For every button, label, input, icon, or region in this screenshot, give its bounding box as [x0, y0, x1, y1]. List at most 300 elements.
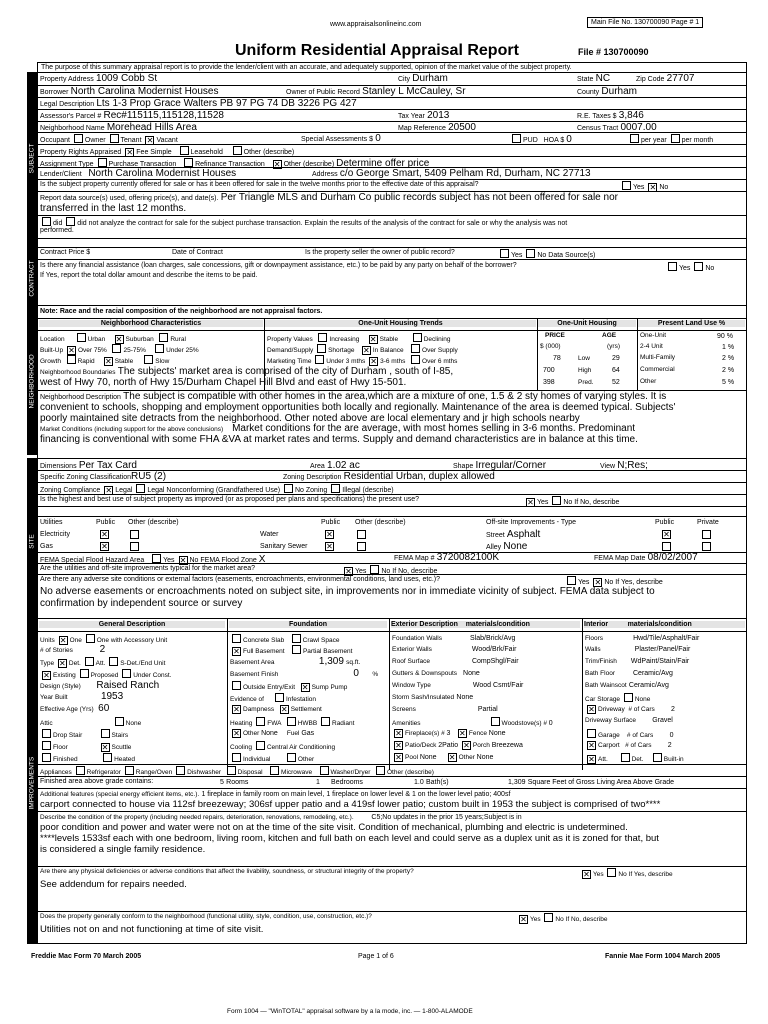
alley-private-checkbox[interactable] — [702, 542, 711, 551]
additional-line2[interactable]: carport connected to house via 112sf breezeway; 306sf upper patio and a 419sf lower patio; custom built in 1953 the subject is comprised of two**** — [40, 799, 661, 810]
trim-finish[interactable]: WdPaint/Stain/Fair — [630, 658, 690, 665]
declining-checkbox[interactable] — [413, 333, 422, 342]
hoa-amount[interactable]: 0 — [566, 134, 572, 145]
condition-line3[interactable]: is considered a single family residence. — [40, 844, 206, 855]
vacant-checkbox[interactable]: ✕ — [146, 136, 154, 145]
disposal-checkbox[interactable] — [227, 766, 236, 775]
sewer-public-checkbox[interactable]: ✕ — [326, 542, 333, 551]
range-checkbox[interactable] — [125, 766, 134, 775]
boundaries-line2[interactable]: west of Hwy 70, north of Hwy 15/Durham Chapel Hill Blvd and east of Hwy 15-501. — [40, 377, 407, 388]
stable-checkbox[interactable]: ✕ — [104, 357, 112, 366]
builtup-row: Built-Up ✕ Over 75% 25-75% Under 25% — [40, 346, 199, 355]
in-balance-checkbox[interactable]: ✕ — [363, 346, 370, 355]
gla-field: 1,309 Square Feet of Gross Living Area Above Grade — [508, 779, 675, 786]
low-age: 29 — [612, 355, 620, 362]
dimensions-field: Dimensions Per Tax Card — [40, 460, 137, 471]
property-rights-row: Property Rights Appraised ✕ Fee Simple Leasehold Other (describe) — [40, 148, 295, 157]
nbhd-desc-line3[interactable]: poorly maintained site detracts from the neighborhood. Other noted above are local elementary and jr high schools nearby — [40, 413, 580, 424]
driveway-surface-row: Driveway Surface Gravel — [585, 717, 673, 724]
bath-wainscot[interactable]: Ceramic/Avg — [628, 682, 669, 689]
property-address[interactable]: 1009 Cobb St — [95, 73, 158, 84]
screens-field: Screens Partial — [392, 706, 498, 713]
physical-deficiencies-question: Are there any physical deficiencies or adverse conditions that affect the livability, soundness, or structural integrity of the property? — [40, 868, 414, 875]
file-number: File # 130700090 — [578, 47, 649, 57]
heating-other[interactable]: None — [261, 730, 278, 737]
fence-checkbox[interactable]: ✕ — [459, 729, 466, 738]
exterior-header: Exterior Description materials/condition — [391, 621, 580, 628]
street-private-checkbox[interactable] — [702, 530, 711, 539]
marketing-time-row: Marketing Time Under 3 mths ✕ 3-6 mths Over 6 mths — [267, 357, 458, 366]
basement-finish-field: Basement Finish 0 % — [230, 668, 379, 679]
fin-yes-checkbox[interactable] — [668, 262, 677, 271]
fema-map-date[interactable]: 08/02/2007 — [647, 552, 698, 563]
condition-line1[interactable]: poor condition and power and water were not on at the time of the site visit. Condition of mechanical, plumbing and electric is undetermined. — [40, 822, 628, 833]
outside-entry-checkbox[interactable] — [232, 681, 241, 690]
builtin-checkbox[interactable] — [653, 753, 662, 762]
contract-analysis-row: did did not analyze the contract for sale for the subject purchase transaction. Explain the results of the analysis of the contract for sale or why the analysis was not — [40, 217, 567, 227]
offered-answer: Yes ✕ No — [620, 181, 668, 192]
street-type[interactable]: Asphalt — [506, 529, 541, 540]
adverse-yes-checkbox[interactable] — [567, 576, 576, 585]
state-field: State NC — [577, 73, 611, 84]
roof-surface[interactable]: CompShgl/Fair — [471, 658, 519, 665]
price-header: PRICE — [545, 332, 565, 339]
owner-checkbox[interactable] — [74, 134, 83, 143]
re-taxes-field: R.E. Taxes $ 3,846 — [577, 110, 644, 121]
dishwasher-checkbox[interactable] — [176, 766, 185, 775]
storm-sash[interactable]: None — [456, 694, 474, 701]
carport-checkbox[interactable]: ✕ — [588, 741, 595, 750]
state[interactable]: NC — [595, 73, 611, 84]
gutters-field: Gutters & Downspouts None — [392, 670, 480, 677]
amenity-other-checkbox[interactable]: ✕ — [448, 753, 456, 762]
pred-price: 398 — [543, 379, 555, 386]
zoning-class[interactable]: RU5 (2) — [131, 471, 167, 482]
occupant-row: Occupant Owner Tenant ✕ Vacant — [40, 136, 178, 145]
amenities-row-4: ✕ Pool None ✕ Other None — [395, 753, 494, 762]
owner-of-record[interactable]: Stanley L McCauley, Sr — [362, 86, 466, 97]
boundaries-field: Neighborhood Boundaries The subjects' market area is comprised of the city of Durham , south of I-85, — [40, 366, 454, 377]
pool[interactable]: None — [419, 754, 437, 761]
concrete-slab-checkbox[interactable] — [232, 634, 241, 643]
additional-line1[interactable]: 1 fireplace in family room on main level, 1 fireplace on lower level & 1 on the lower level patio; 400sf — [201, 791, 511, 798]
suburban-checkbox[interactable]: ✕ — [115, 335, 123, 344]
borrower[interactable]: North Carolina Modernist Houses — [70, 86, 219, 97]
one-unit-housing-header: One-Unit Housing — [538, 320, 636, 327]
attic-row: Attic None — [40, 717, 141, 728]
bath-floor[interactable]: Ceramic/Avg — [633, 670, 673, 677]
gla-sqft[interactable]: 1,309 — [508, 779, 526, 786]
county[interactable]: Durham — [601, 86, 637, 97]
refinance-checkbox[interactable] — [184, 158, 193, 167]
carport-cars[interactable]: 2 — [667, 742, 672, 749]
hwbb-checkbox[interactable] — [287, 717, 296, 726]
seller-question: Is the property seller the owner of public record? — [305, 249, 455, 256]
zoning-description[interactable]: Residential Urban, duplex allowed — [343, 471, 495, 482]
per-year-checkbox[interactable] — [630, 134, 639, 143]
zoning-nonconforming-checkbox[interactable] — [136, 484, 145, 493]
street-field: Street Asphalt — [486, 529, 541, 540]
under3-checkbox[interactable] — [315, 355, 324, 364]
driveway-row: ✕ Driveway # of Cars 2 — [588, 705, 675, 714]
zip-code[interactable]: 27707 — [666, 73, 695, 84]
over75-checkbox[interactable]: ✕ — [68, 346, 75, 355]
attic-row-2: Drop Stair Stairs — [40, 729, 128, 740]
boundaries-line1[interactable]: The subjects' market area is comprised of the city of Durham , south of I-85, — [117, 366, 454, 377]
assessor-parcel[interactable]: Rec#115115,115128,11528 — [103, 110, 224, 121]
baths-field: 1.0 Bath(s) — [414, 779, 449, 786]
attic-none-checkbox[interactable] — [115, 717, 124, 726]
nbhd-desc-line2[interactable]: convenient to schools, shopping and employment opportunities both locally and regionally. Maintenance of the area is deemed typical. Subjects' — [40, 402, 676, 413]
land-use-commercial: Commercial — [640, 366, 675, 373]
garage-checkbox[interactable] — [587, 729, 596, 738]
pool-checkbox[interactable]: ✕ — [395, 753, 402, 762]
lender-address[interactable]: c/o George Smart, 5409 Pelham Rd, Durham, NC 27713 — [339, 168, 591, 179]
garage-cars[interactable]: 0 — [669, 732, 674, 739]
microwave-checkbox[interactable] — [270, 766, 279, 775]
stories[interactable]: 2 — [99, 644, 106, 655]
footer-page: Page 1 of 6 — [358, 953, 394, 960]
amenities-row-3: ✕ Patio/Deck 2Patio ✕ Porch Breezewa — [395, 741, 523, 750]
floor-checkbox[interactable] — [42, 741, 51, 750]
over6-checkbox[interactable] — [411, 355, 420, 364]
hbu-yes-checkbox[interactable]: ✕ — [527, 498, 534, 507]
appliance-other-checkbox[interactable] — [376, 766, 385, 775]
accessory-unit-checkbox[interactable] — [86, 634, 95, 643]
age-header: AGE — [602, 332, 617, 339]
pud-hoa-row: PUD HOA $ 0 — [510, 134, 572, 145]
did-checkbox[interactable] — [42, 217, 51, 226]
bedrooms-count[interactable]: 1 — [316, 779, 320, 786]
driveway-cars[interactable]: 2 — [671, 706, 675, 713]
financial-assistance-instruction: If Yes, report the total dollar amount and describe the items to be paid. — [40, 272, 258, 279]
interior-header: Interior materials/condition — [584, 621, 745, 628]
assignment-other[interactable]: Determine offer price — [336, 158, 430, 169]
porch[interactable]: Breezewa — [491, 742, 523, 749]
assignment-row: Assignment Type Purchase Transaction Refinance Transaction ✕ Other (describe) Determine offer price — [40, 158, 430, 169]
owner-field: Owner of Public Record Stanley L McCauley, Sr — [286, 86, 466, 97]
fireplace-checkbox[interactable]: ✕ — [395, 729, 402, 738]
dimensions[interactable]: Per Tax Card — [78, 460, 137, 471]
legal-description-field: Legal Description Lts 1-3 Prop Grace Walters PB 97 PG 74 DB 3226 PG 427 — [40, 98, 357, 109]
low-price: 78 — [553, 355, 561, 362]
street-public-checkbox[interactable]: ✕ — [663, 530, 670, 539]
full-basement-checkbox[interactable]: ✕ — [233, 647, 240, 656]
re-taxes[interactable]: 3,846 — [618, 110, 644, 121]
amenities-row-2: ✕ Fireplace(s) # 3 ✕ Fence None — [395, 729, 506, 738]
utilities-other-header-2: Other (describe) — [355, 519, 406, 526]
fence[interactable]: None — [488, 730, 506, 737]
adverse-line2[interactable]: confirmation by independent source or survey — [40, 598, 243, 609]
city-field: City Durham — [398, 73, 448, 84]
dampness-checkbox[interactable]: ✕ — [233, 705, 240, 714]
fin-no-checkbox[interactable] — [694, 262, 703, 271]
lender-client[interactable]: North Carolina Modernist Houses — [88, 168, 237, 179]
electricity-public-checkbox[interactable]: ✕ — [101, 530, 108, 539]
utilities-public-header-2: Public — [321, 519, 341, 526]
basement-area[interactable]: 1,309 — [318, 656, 344, 667]
increasing-checkbox[interactable] — [318, 333, 327, 342]
m3-6-checkbox[interactable]: ✕ — [370, 357, 377, 366]
section-label-contract: CONTRACT — [27, 238, 37, 311]
market-conditions-field: Market Conditions (including support for the above conclusions) Market conditions for the are average, with most homes selling in 3-6 months. Predominant — [40, 423, 636, 434]
utilities-header: Utilities — [40, 519, 63, 526]
slab-row: Concrete Slab Crawl Space — [230, 634, 339, 645]
radiant-checkbox[interactable] — [321, 717, 330, 726]
screens[interactable]: Partial — [477, 706, 498, 713]
land-use-multi-pct: 2 % — [722, 355, 735, 362]
patio[interactable]: 2Patio — [438, 742, 459, 749]
site-area[interactable]: 1.02 ac — [327, 460, 360, 471]
rapid-checkbox[interactable] — [67, 355, 76, 364]
fwa-checkbox[interactable] — [256, 717, 265, 726]
settlement-checkbox[interactable]: ✕ — [280, 705, 288, 714]
typical-no-checkbox[interactable] — [370, 565, 379, 574]
market-conditions-line1[interactable]: Market conditions for the are average, with most homes selling in 3-6 months. Predominant — [232, 423, 636, 434]
over-supply-checkbox[interactable] — [411, 344, 420, 353]
fireplace-count[interactable]: 3 — [446, 730, 451, 737]
car-storage-none-checkbox[interactable] — [624, 693, 633, 702]
driveway-checkbox[interactable]: ✕ — [588, 705, 595, 714]
no-zoning-checkbox[interactable] — [284, 484, 293, 493]
shape[interactable]: Irregular/Corner — [475, 460, 547, 471]
porch-checkbox[interactable]: ✕ — [463, 741, 470, 750]
baths-count[interactable]: 1.0 — [414, 779, 424, 786]
zoning-compliance-row: Zoning Compliance ✕ Legal Legal Nonconforming (Grandfathered Use) No Zoning Illegal (describe) — [40, 486, 394, 495]
fuel[interactable]: Gas — [301, 730, 315, 737]
zip-field: Zip Code 27707 — [636, 73, 695, 84]
market-conditions-line2[interactable]: financing is conventional with some FHA &VA at market rates and terms. Supply and demand characteristics are in balance at this time. — [40, 434, 638, 445]
conform-answer: ✕ Yes No If No, describe — [520, 915, 608, 924]
race-note: Note: Race and the racial composition of the neighborhood are not appraisal factors. — [40, 308, 323, 315]
finished-area-label: Finished area above grade contains: — [40, 778, 154, 785]
land-use-commercial-pct: 2 % — [722, 367, 735, 374]
city[interactable]: Durham — [412, 73, 448, 84]
zoning-legal-checkbox[interactable]: ✕ — [105, 486, 113, 495]
fee-simple-checkbox[interactable]: ✕ — [126, 148, 134, 157]
per-month-checkbox[interactable] — [671, 134, 680, 143]
typical-yes-checkbox[interactable]: ✕ — [345, 567, 352, 576]
purchase-checkbox[interactable] — [98, 158, 107, 167]
rural-checkbox[interactable] — [159, 333, 168, 342]
page-number: Page # 1 — [671, 19, 700, 26]
offsite-header: Off-site Improvements - Type — [486, 519, 576, 526]
existing-row: ✕ Existing Proposed Under Const. — [43, 671, 172, 680]
year-built[interactable]: 1953 — [100, 691, 124, 702]
refrigerator-checkbox[interactable] — [76, 766, 85, 775]
design-style[interactable]: Raised Ranch — [96, 680, 160, 691]
census-tract[interactable]: 0007.00 — [620, 122, 657, 133]
census-tract-field: Census Tract 0007.00 — [577, 122, 657, 133]
assign-other-checkbox[interactable]: ✕ — [273, 160, 281, 169]
detached-checkbox[interactable]: ✕ — [59, 659, 66, 668]
map-ref-field: Map Reference 20500 — [398, 122, 476, 133]
property-values-row: Property Values Increasing ✕ Stable Declining — [267, 335, 451, 344]
amenity-other[interactable]: None — [476, 754, 494, 761]
attached-checkbox[interactable] — [85, 657, 94, 666]
sump-pump-checkbox[interactable]: ✕ — [301, 683, 309, 692]
scuttle-checkbox[interactable]: ✕ — [101, 743, 109, 752]
special-assessments[interactable]: 0 — [375, 133, 381, 144]
condition-line0[interactable]: C5;No updates in the prior 15 years;Subject is in — [371, 814, 522, 821]
heating-other-checkbox[interactable]: ✕ — [233, 729, 240, 738]
effective-age[interactable]: 60 — [98, 703, 110, 714]
rooms-field: 5 Rooms — [220, 779, 249, 786]
flood-no-checkbox[interactable]: ✕ — [179, 556, 187, 565]
gutters[interactable]: None — [463, 670, 480, 677]
physical-no-checkbox[interactable] — [607, 868, 616, 877]
water-label: Water — [260, 531, 279, 538]
window-type[interactable]: Wood Csmt/Fair — [472, 682, 524, 689]
price-unit: $ (000) — [540, 343, 561, 350]
view[interactable]: N;Res; — [617, 460, 648, 471]
water-public-checkbox[interactable]: ✕ — [326, 530, 333, 539]
contract-date-label: Date of Contract — [172, 249, 223, 256]
urban-checkbox[interactable] — [77, 333, 86, 342]
offered-no-checkbox[interactable]: ✕ — [649, 183, 657, 192]
nbhd-name-field: Neighborhood Name Morehead Hills Area — [40, 122, 197, 133]
floors[interactable]: Hwd/Tile/Asphalt/Fair — [633, 635, 700, 642]
growth-row: Growth Rapid ✕ Stable Slow — [40, 357, 170, 366]
basement-area-field: Basement Area 1,309 sq.ft. — [230, 656, 361, 667]
values-stable-checkbox[interactable]: ✕ — [369, 335, 377, 344]
stairs-checkbox[interactable] — [101, 729, 110, 738]
offsite-public-header: Public — [655, 519, 675, 526]
att-checkbox[interactable]: ✕ — [588, 755, 595, 764]
shape-field: Shape Irregular/Corner — [453, 460, 547, 471]
semi-detached-checkbox[interactable] — [109, 657, 118, 666]
exterior-walls[interactable]: Wood/Brk/Fair — [471, 646, 517, 653]
flood-zone[interactable]: X — [258, 554, 266, 565]
fema-map-number[interactable]: 3720082100K — [436, 552, 499, 563]
physical-yes-checkbox[interactable]: ✕ — [583, 870, 590, 879]
drop-stair-checkbox[interactable] — [42, 729, 51, 738]
illegal-checkbox[interactable] — [331, 484, 340, 493]
conform-no-checkbox[interactable] — [544, 913, 553, 922]
conform-yes-checkbox[interactable]: ✕ — [520, 915, 527, 924]
alley-field: Alley None — [486, 541, 528, 552]
land-use-one-unit-pct: 90 % — [717, 333, 733, 340]
alley-public-checkbox[interactable] — [662, 542, 671, 551]
data-source-field: Report data source(s) used, offering price(s), and date(s). Per Triangle MLS and Durham Co public records subject has not been offered for sale nor — [40, 192, 618, 203]
zoning-desc-field: Zoning Description Residential Urban, duplex allowed — [283, 471, 495, 482]
r25-75-checkbox[interactable] — [112, 344, 121, 353]
adverse-line1[interactable]: No adverse easements or encroachments noted on subject site, in improvements nor in immediate vicinity of subject. FEMA data subject to — [40, 586, 655, 597]
zoning-class-field: Specific Zoning ClassificationRU5 (2) — [40, 471, 167, 482]
gas-public-checkbox[interactable]: ✕ — [101, 542, 108, 551]
det-checkbox[interactable] — [621, 753, 630, 762]
legal-description[interactable]: Lts 1-3 Prop Grace Walters PB 97 PG 74 DB 3226 PG 427 — [96, 98, 357, 109]
water-other-checkbox[interactable] — [357, 530, 366, 539]
proposed-checkbox[interactable] — [80, 669, 89, 678]
garage-type-row: ✕ Att. Det. Built-in — [588, 755, 684, 764]
tax-year[interactable]: 2013 — [427, 110, 450, 121]
gas-label: Gas — [40, 543, 53, 550]
foundation-header: Foundation — [229, 621, 387, 628]
adverse-no-checkbox[interactable]: ✕ — [594, 578, 602, 587]
hbu-answer: ✕ Yes No If No, describe — [527, 498, 620, 507]
hbu-no-checkbox[interactable] — [552, 496, 561, 505]
slow-checkbox[interactable] — [144, 355, 153, 364]
washer-dryer-checkbox[interactable] — [320, 766, 329, 775]
design-field: Design (Style) Raised Ranch — [40, 680, 160, 691]
location-row: Location Urban ✕ Suburban Rural — [40, 335, 186, 344]
pred-label: Pred. — [578, 379, 594, 386]
land-use-header: Present Land Use % — [638, 320, 745, 327]
section-label-subject: SUBJECT — [27, 72, 37, 238]
individual-cooling-checkbox[interactable] — [232, 753, 241, 762]
one-unit-checkbox[interactable]: ✕ — [59, 636, 67, 645]
physical-deficiencies[interactable]: See addendum for repairs needed. — [40, 879, 187, 890]
sewer-other-checkbox[interactable] — [357, 542, 366, 551]
cooling-other-checkbox[interactable] — [287, 753, 296, 762]
condition-line2[interactable]: ****levels 1533sf each with one bedroom, living room, kitchen and full bath on each level and could serve as a duplex unit as it is zoned for that, but — [40, 833, 659, 844]
car-storage-row: Car Storage None — [585, 693, 650, 704]
map-reference[interactable]: 20500 — [448, 122, 476, 133]
electricity-label: Electricity — [40, 531, 70, 538]
basement-row: ✕ Full Basement Partial Basement — [233, 647, 353, 656]
financial-assistance-question: Is there any financial assistance (loan charges, sale concessions, gift or downpayment assistance, etc.) to be paid by any party on behalf of the borrower? — [40, 262, 517, 269]
pud-checkbox[interactable] — [512, 134, 521, 143]
existing-checkbox[interactable]: ✕ — [43, 671, 50, 680]
woodstove-checkbox[interactable] — [491, 717, 500, 726]
alley-type[interactable]: None — [503, 541, 528, 552]
partial-basement-checkbox[interactable] — [292, 645, 301, 654]
leasehold-checkbox[interactable] — [180, 146, 189, 155]
neighborhood-name[interactable]: Morehead Hills Area — [106, 122, 197, 133]
utilities-public-header: Public — [96, 519, 116, 526]
tenant-checkbox[interactable] — [110, 134, 119, 143]
seller-yes-checkbox[interactable] — [500, 249, 509, 258]
flood-yes-checkbox[interactable] — [152, 554, 161, 563]
infestation-checkbox[interactable] — [275, 693, 284, 702]
woodstove-count[interactable]: 0 — [548, 720, 553, 727]
nbhd-desc-line1[interactable]: The subject is compatible with other homes in the area,which are a mixture of one, 1.5 & 2 sty homes of varying styles. It is — [123, 391, 667, 402]
gas-other-checkbox[interactable] — [130, 542, 139, 551]
appliances-row: Appliances Refrigerator Range/Oven Dishwasher Disposal Microwave Washer/Dryer Other (describe) — [40, 766, 434, 777]
pred-age: 52 — [612, 379, 620, 386]
shortage-checkbox[interactable] — [317, 344, 326, 353]
data-source-line2[interactable]: transferred in the last 12 months. — [40, 203, 187, 214]
walls[interactable]: Plaster/Panel/Fair — [634, 646, 691, 653]
did-not-checkbox[interactable] — [66, 217, 75, 226]
under-construction-checkbox[interactable] — [122, 669, 131, 678]
patio-checkbox[interactable]: ✕ — [395, 741, 402, 750]
nbhd-char-header: Neighborhood Characteristics — [39, 320, 263, 327]
rooms-count[interactable]: 5 — [220, 779, 224, 786]
driveway-surface[interactable]: Gravel — [652, 717, 673, 724]
seller-no-checkbox[interactable] — [526, 249, 535, 258]
roof-surface-field: Roof Surface CompShgl/Fair — [392, 658, 519, 665]
crawl-space-checkbox[interactable] — [292, 634, 301, 643]
conform-answer-text[interactable]: Utilities not on and not functioning at time of site visit. — [40, 924, 264, 935]
heated-checkbox[interactable] — [103, 753, 112, 762]
under25-checkbox[interactable] — [155, 344, 164, 353]
trim-field: Trim/Finish WdPaint/Stain/Fair — [585, 658, 690, 665]
electricity-other-checkbox[interactable] — [130, 530, 139, 539]
rights-other-checkbox[interactable] — [233, 146, 242, 155]
basement-finish[interactable]: 0 — [353, 668, 359, 679]
data-source[interactable]: Per Triangle MLS and Durham Co public records subject has not been offered for sale nor — [220, 192, 618, 203]
central-air-checkbox[interactable] — [256, 741, 265, 750]
physical-answer: ✕ Yes No If Yes, describe — [583, 870, 673, 879]
footer-freddie-mac: Freddie Mac Form 70 March 2005 — [31, 953, 142, 960]
offered-yes-checkbox[interactable] — [622, 181, 631, 190]
contract-price-label: Contract Price $ — [40, 249, 91, 256]
foundation-walls[interactable]: Slab/Brick/Avg — [469, 635, 516, 642]
finished-checkbox[interactable] — [42, 753, 51, 762]
bedrooms-field: 1 Bedrooms — [316, 779, 363, 786]
